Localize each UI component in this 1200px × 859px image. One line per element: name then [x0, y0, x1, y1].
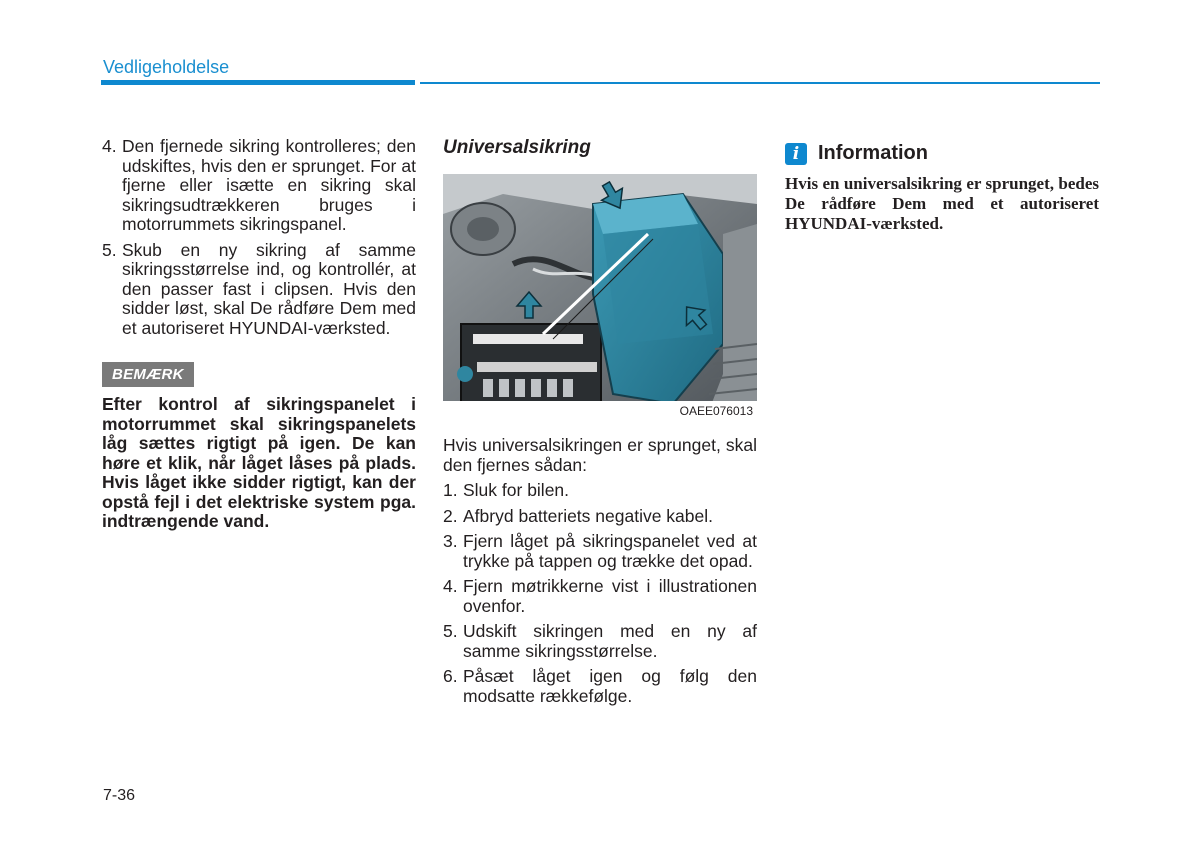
step-number: 5. [102, 239, 117, 260]
step-text: Påsæt låget igen og følg den modsatte rækkefølge. [463, 666, 757, 706]
notice-badge: BEMÆRK [102, 362, 194, 387]
step-number: 2. [443, 505, 458, 526]
left-steps-list [102, 137, 416, 338]
universal-fuse-intro: Hvis universalsikringen er sprunget, skal den fjernes sådan: [443, 435, 757, 475]
step-number: 4. [443, 576, 458, 596]
left-column [102, 137, 416, 532]
info-title: Information [818, 142, 928, 164]
figure-code: OAEE076013 [679, 404, 753, 418]
list-item [443, 622, 757, 661]
step-number: 4. [102, 136, 117, 156]
notice-text: Efter kontrol af sikringspanelet i motorrummet skal sikringspanelets låg sættes rigtigt på igen. De kan høre et klik, når låget låses på plads. Hvis låget ikke sidder rigtigt, kan der opstå fejl i det elektriske system pga. indtrængende vand. [102, 394, 416, 531]
info-header [785, 142, 1099, 165]
right-column [785, 142, 1099, 234]
step-text: Sluk for bilen. [463, 480, 570, 500]
engine-bay-drawing [443, 174, 757, 421]
step-text: Fjern møtrikkerne vist i illustrationen ovenfor. [463, 576, 757, 616]
list-item [443, 532, 757, 571]
list-item [443, 507, 757, 527]
step-text: Den fjernede sikring kontrolleres; den udskiftes, hvis den er sprunget. For at fjerne eller isætte en sikring skal sikringsudtrækkeren bruges i motorrummets sikringspanel. [122, 136, 416, 234]
list-item [443, 481, 757, 501]
list-item [443, 577, 757, 616]
step-text: Udskift sikringen med en ny af samme sikringsstørrelse. [463, 621, 757, 661]
universal-fuse-heading: Universalsikring [443, 137, 591, 158]
step-text: Skub en ny sikring af samme sikringsstørrelse ind, og kontrollér, at den passer fast i clipsen. Hvis den sidder løst, skal De rådføre Dem med et autoriseret HYUNDAI-værksted. [122, 239, 416, 338]
list-item [102, 241, 416, 339]
step-text: Fjern låget på sikringspanelet ved at trykke på tappen og trække det opad. [463, 531, 757, 571]
page-number: 7-36 [103, 787, 136, 804]
engine-fuse-box-illustration [443, 174, 757, 421]
step-number: 5. [443, 621, 458, 641]
step-number: 6. [443, 666, 458, 686]
step-number: 3. [443, 531, 458, 551]
step-text: Afbryd batteriets negative kabel. [463, 505, 714, 526]
section-title: Vedligeholdelse [103, 57, 230, 77]
list-item [102, 137, 416, 235]
list-item [443, 667, 757, 706]
middle-steps-list [443, 481, 757, 706]
nut-marker [457, 366, 473, 382]
info-text: Hvis en universalsikring er sprunget, bedes De rådføre Dem med et autoriseret HYUNDAI-værksted. [785, 174, 1099, 233]
step-number: 1. [443, 480, 458, 500]
header-rule-thick [101, 80, 415, 85]
header-rule-thin [420, 82, 1100, 84]
info-icon: i [785, 143, 807, 165]
middle-column [443, 137, 757, 712]
